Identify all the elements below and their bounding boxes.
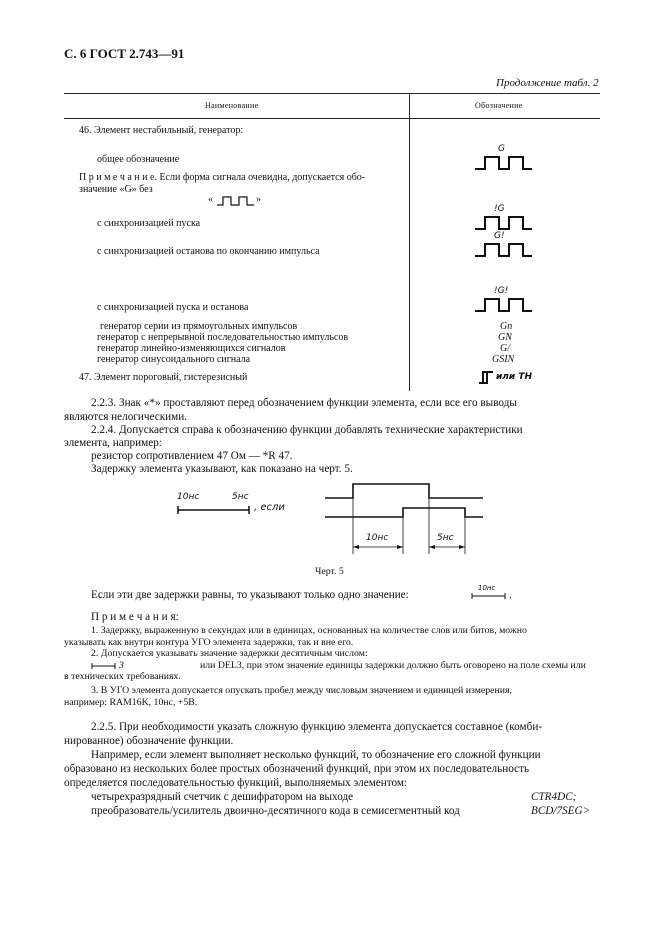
symbol-g-label: G — [498, 144, 505, 154]
row-46: 46. Элемент нестабильный, генератор: — [79, 125, 244, 136]
fig5-caption: Черт. 5 — [315, 566, 344, 577]
p223-line1: 2.2.3. Знак «*» проставляют перед обозначением функции элемента, если все его выводы — [91, 397, 517, 409]
p225-example1-code: CTR4DC; — [531, 791, 577, 803]
p225-example2-code: BCD/7SEG> — [531, 805, 591, 817]
pulse-train-icon — [217, 195, 255, 207]
equal-line: Если эти две задержки равны, то указывают только одно значение: — [91, 589, 409, 601]
sync-both-waveform-icon — [475, 297, 533, 313]
equal-period: . — [509, 589, 512, 601]
p225-line1: 2.2.5. При необходимости указать сложную функцию элемента допускается составное (комби- — [91, 721, 543, 733]
sync-stop-waveform-icon — [475, 242, 533, 258]
fig5-dim-a: 10нс — [366, 533, 389, 543]
equal-sym-label: 10нс — [478, 584, 496, 592]
table-header-rule — [64, 118, 600, 119]
quote-left: « — [208, 194, 213, 205]
notes-title: П р и м е ч а н и я: — [91, 611, 179, 623]
note1-b: указывать как внутри контура УГО элемента задержки, так и вне его. — [64, 637, 354, 648]
row-gen-lin: генератор линейно-изменяющихся сигналов — [97, 343, 286, 354]
note2-b: или DEL3, при этом значение единицы задержки должно быть оговорено на поле схемы или — [200, 660, 586, 671]
row-sync-stop: с синхронизацией останова по окончанию импульса — [97, 246, 320, 257]
generator-waveform-icon — [475, 155, 533, 171]
p225-line3: Например, если элемент выполняет несколько функций, то обозначение его сложной функции — [91, 749, 541, 761]
page-title: С. 6 ГОСТ 2.743—91 — [64, 46, 185, 61]
threshold-label: или TH — [496, 372, 533, 382]
p225-line2: нированное) обозначение функции. — [64, 735, 234, 747]
p225-example2: преобразователь/усилитель двоично-десятичного кода в семисегментный код — [91, 805, 460, 817]
table-column-divider — [409, 93, 410, 391]
fig5-right-label: 5нс — [232, 492, 249, 502]
quote-right: » — [256, 194, 261, 205]
row-note-b: значение «G» без — [79, 184, 153, 195]
p225-line4: образовано из нескольких более простых обозначений функций, при этом их последовательность — [64, 763, 530, 775]
col-designation-header: Обозначение — [475, 101, 523, 110]
row-sync-both: с синхронизацией пуска и останова — [97, 302, 249, 313]
p224-line3: резистор сопротивлением 47 Ом — *R 47. — [91, 450, 293, 462]
symbol-GN: GN — [498, 332, 512, 343]
continuation-label: Продолжение табл. 2 — [496, 77, 599, 89]
p225-line5: определяется последовательностью функций, выполняемых элементом: — [64, 777, 408, 789]
hysteresis-icon — [479, 371, 495, 385]
p223-line2: являются нелогическими. — [64, 411, 187, 423]
row-note-a: П р и м е ч а н и е. Если форма сигнала очевидна, допускается обо- — [79, 172, 366, 183]
table-top-rule — [64, 93, 600, 94]
row-sync-start: с синхронизацией пуска — [97, 218, 201, 229]
equal-delay-icon — [471, 592, 507, 600]
timing-diagram — [325, 482, 485, 558]
delay-3-icon — [91, 662, 117, 670]
note2-c: в технических требованиях. — [64, 671, 181, 682]
row-general: общее обозначение — [97, 154, 180, 165]
symbol-g-slash: G/ — [500, 343, 510, 354]
note3-a: 3. В УГО элемента допускается опускать пробел между числовым значением и единицей измерения, — [91, 685, 512, 696]
row-gen-cont: генератор с непрерывной последовательностью импульсов — [97, 332, 349, 343]
p224-line2: элемента, например: — [64, 437, 162, 449]
p224-line4: Задержку элемента указывают, как показано на черт. 5. — [91, 463, 353, 475]
symbol-start-label: !G — [494, 204, 505, 214]
symbol-stop-label: G! — [494, 231, 505, 241]
row-gen-series: генератор серии из прямоугольных импульсов — [100, 321, 298, 332]
fig5-dim-b: 5нс — [437, 533, 454, 543]
sync-start-waveform-icon — [475, 215, 533, 231]
note2-a: 2. Допускается указывать значение задержки десятичным числом: — [91, 648, 368, 659]
delay-symbol-icon — [177, 505, 251, 515]
fig5-esli: , если — [254, 502, 285, 513]
fig5-left-label: 10нс — [177, 492, 200, 502]
note2-sym: 3 — [119, 660, 124, 671]
p225-example1: четырехразрядный счетчик с дешифратором на выходе — [91, 791, 354, 803]
note3-b: например: RAM16K, 10нс, +5В. — [64, 697, 198, 708]
row-47: 47. Элемент пороговый, гистерезисный — [79, 372, 248, 383]
p224-line1: 2.2.4. Допускается справа к обозначению функции добавлять технические характеристики — [91, 424, 523, 436]
symbol-both-label: !G! — [494, 286, 509, 296]
symbol-gsin: GSIN — [492, 354, 515, 365]
symbol-gn: Gn — [500, 321, 513, 332]
note1-a: 1. Задержку, выраженную в секундах или в единицах, основанных на количестве слов или битов, можно — [91, 625, 527, 636]
row-gen-sin: генератор синусоидального сигнала — [97, 354, 251, 365]
col-name-header: Наименование — [205, 101, 259, 110]
